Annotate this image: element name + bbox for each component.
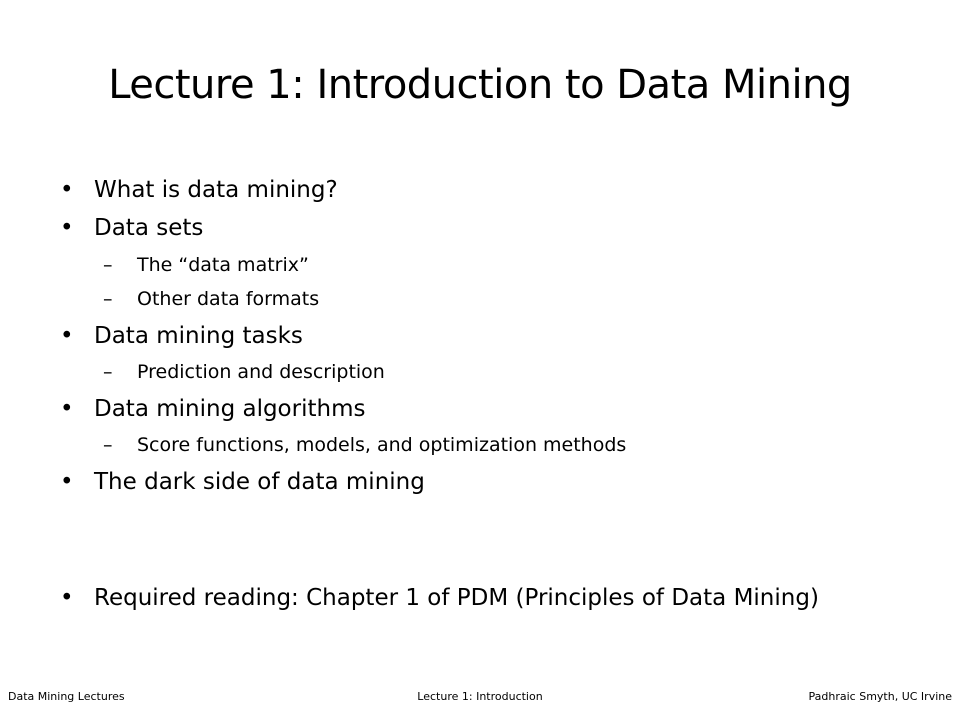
bullet-text: Required reading: Chapter 1 of PDM (Principles of Data Mining) xyxy=(94,585,819,611)
bullet-marker: • xyxy=(60,177,74,203)
sub-bullet-text: Other data formats xyxy=(137,288,320,310)
bullet-marker: • xyxy=(60,215,74,241)
bullet-marker: • xyxy=(60,469,74,495)
bullet-text: What is data mining? xyxy=(94,177,338,203)
bullet-text: Data mining algorithms xyxy=(94,396,366,422)
sub-bullet-item xyxy=(103,434,627,456)
sub-bullet-item xyxy=(103,288,320,310)
bullet-marker: • xyxy=(60,323,74,349)
sub-bullet-item xyxy=(103,254,309,276)
bullet-marker: • xyxy=(60,396,74,422)
sub-bullet-item xyxy=(103,361,385,383)
bullet-text: Data mining tasks xyxy=(94,323,303,349)
bullet-item xyxy=(60,469,425,495)
dash-marker: – xyxy=(103,361,113,383)
slide-title: Lecture 1: Introduction to Data Mining xyxy=(108,62,852,108)
bullet-item xyxy=(60,323,303,349)
footer-right: Padhraic Smyth, UC Irvine xyxy=(808,690,952,703)
dash-marker: – xyxy=(103,434,113,456)
dash-marker: – xyxy=(103,254,113,276)
bullet-text: Data sets xyxy=(94,215,204,241)
footer-center: Lecture 1: Introduction xyxy=(417,690,543,703)
sub-bullet-text: Score functions, models, and optimization methods xyxy=(137,434,627,456)
sub-bullet-text: The “data matrix” xyxy=(137,254,309,276)
bullet-item xyxy=(60,215,204,241)
dash-marker: – xyxy=(103,288,113,310)
sub-bullet-text: Prediction and description xyxy=(137,361,385,383)
bullet-item xyxy=(60,396,366,422)
footer-left: Data Mining Lectures xyxy=(8,690,125,703)
bullet-item xyxy=(60,585,819,611)
bullet-item xyxy=(60,177,338,203)
bullet-marker: • xyxy=(60,585,74,611)
bullet-text: The dark side of data mining xyxy=(94,469,425,495)
